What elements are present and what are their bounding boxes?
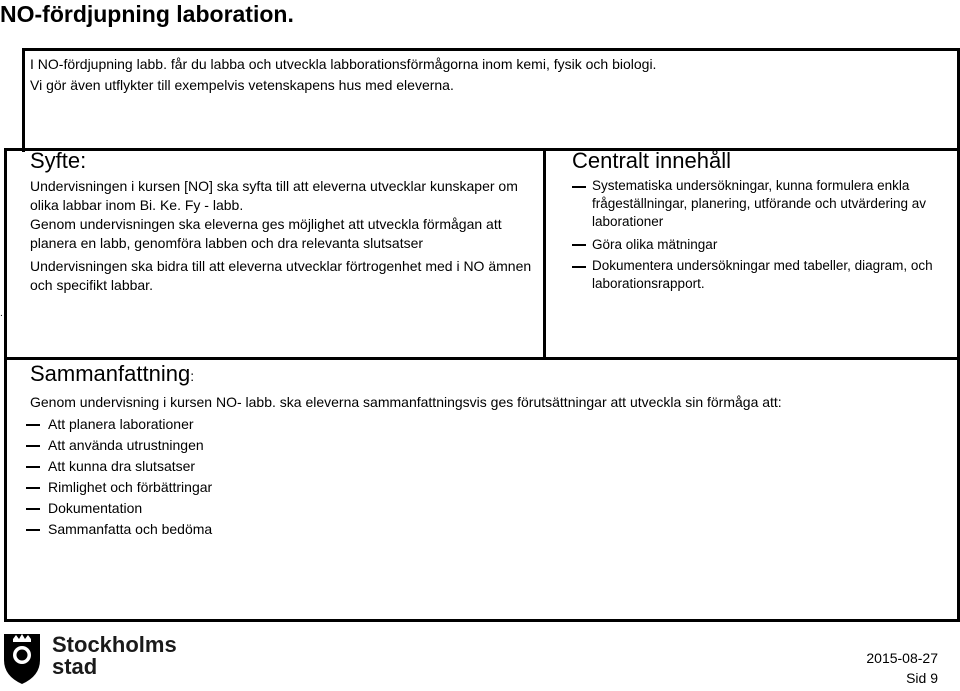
centralt-list-item: Göra olika mätningar (572, 235, 952, 254)
sammanfattning-list-item: Att kunna dra slutsatser (30, 456, 950, 477)
sammanfattning-list-item: Rimlighet och förbättringar (30, 477, 950, 498)
footer-date: 2015-08-27 (866, 650, 938, 666)
syfte-paragraph-2: Genom undervisningen ska eleverna ges möjlighet att utveckla förmågan att planera en labb, genomföra labben och dra relevanta slutsatser (30, 216, 502, 251)
centralt-section (572, 148, 952, 293)
dash-bullet (26, 508, 40, 510)
sammanfattning-list-item: Dokumentation (30, 498, 950, 519)
syfte-paragraph-3: Undervisningen ska bidra till att eleverna utvecklar förtrogenhet med i NO ämnen och specifikt labbar. (30, 258, 532, 293)
logo-text-line-2: stad (52, 654, 98, 679)
intro-text (30, 54, 656, 96)
dash-bullet (26, 487, 40, 489)
syfte-heading: Syfte: (30, 148, 87, 173)
centralt-list (572, 177, 952, 293)
dash-bullet (26, 529, 40, 531)
sammanfattning-list-item: Att använda utrustningen (30, 435, 950, 456)
stray-dot: . (0, 308, 3, 319)
centralt-list-item: Systematiska undersökningar, kunna formulera enkla frågeställningar, planering, utförande och utvärdering av laborationer (572, 177, 952, 231)
syfte-section (30, 148, 540, 295)
page-title: NO-fördjupning laboration. (0, 1, 294, 27)
centralt-heading: Centralt innehåll (572, 148, 731, 173)
dash-bullet (572, 266, 586, 268)
logo-text-line-1: Stockholms (52, 632, 177, 657)
dash-bullet (572, 186, 586, 188)
sammanfattning-intro: Genom undervisning i kursen NO- labb. ska eleverna sammanfattningsvis ges förutsättningar att utveckla sin förmåga att: (30, 394, 782, 410)
sammanfattning-section (30, 361, 950, 540)
sammanfattning-heading: Sammanfattning: (30, 361, 195, 386)
dash-bullet (26, 445, 40, 447)
dash-bullet (26, 466, 40, 468)
syfte-paragraph-1: Undervisningen i kursen [NO] ska syfta till att eleverna utvecklar kunskaper om olika labbar inom Bi. Ke. Fy - labb. (30, 178, 518, 213)
page-number: Sid 9 (906, 670, 938, 686)
centralt-list-item: Dokumentera undersökningar med tabeller, diagram, och laborationsrapport. (572, 257, 952, 293)
sammanfattning-list-item: Att planera laborationer (30, 414, 950, 435)
intro-line-2: Vi gör även utflykter till exempelvis vetenskapens hus med eleverna. (30, 77, 454, 93)
stockholms-stad-logo (0, 628, 190, 686)
sammanfattning-list (30, 414, 950, 540)
column-divider (543, 148, 546, 358)
sammanfattning-list-item: Sammanfatta och bedöma (30, 519, 950, 540)
intro-line-1: I NO-fördjupning labb. får du labba och utveckla labborationsförmågorna inom kemi, fysik och biologi. (30, 56, 657, 72)
dash-bullet (26, 424, 40, 426)
dash-bullet (572, 244, 586, 246)
